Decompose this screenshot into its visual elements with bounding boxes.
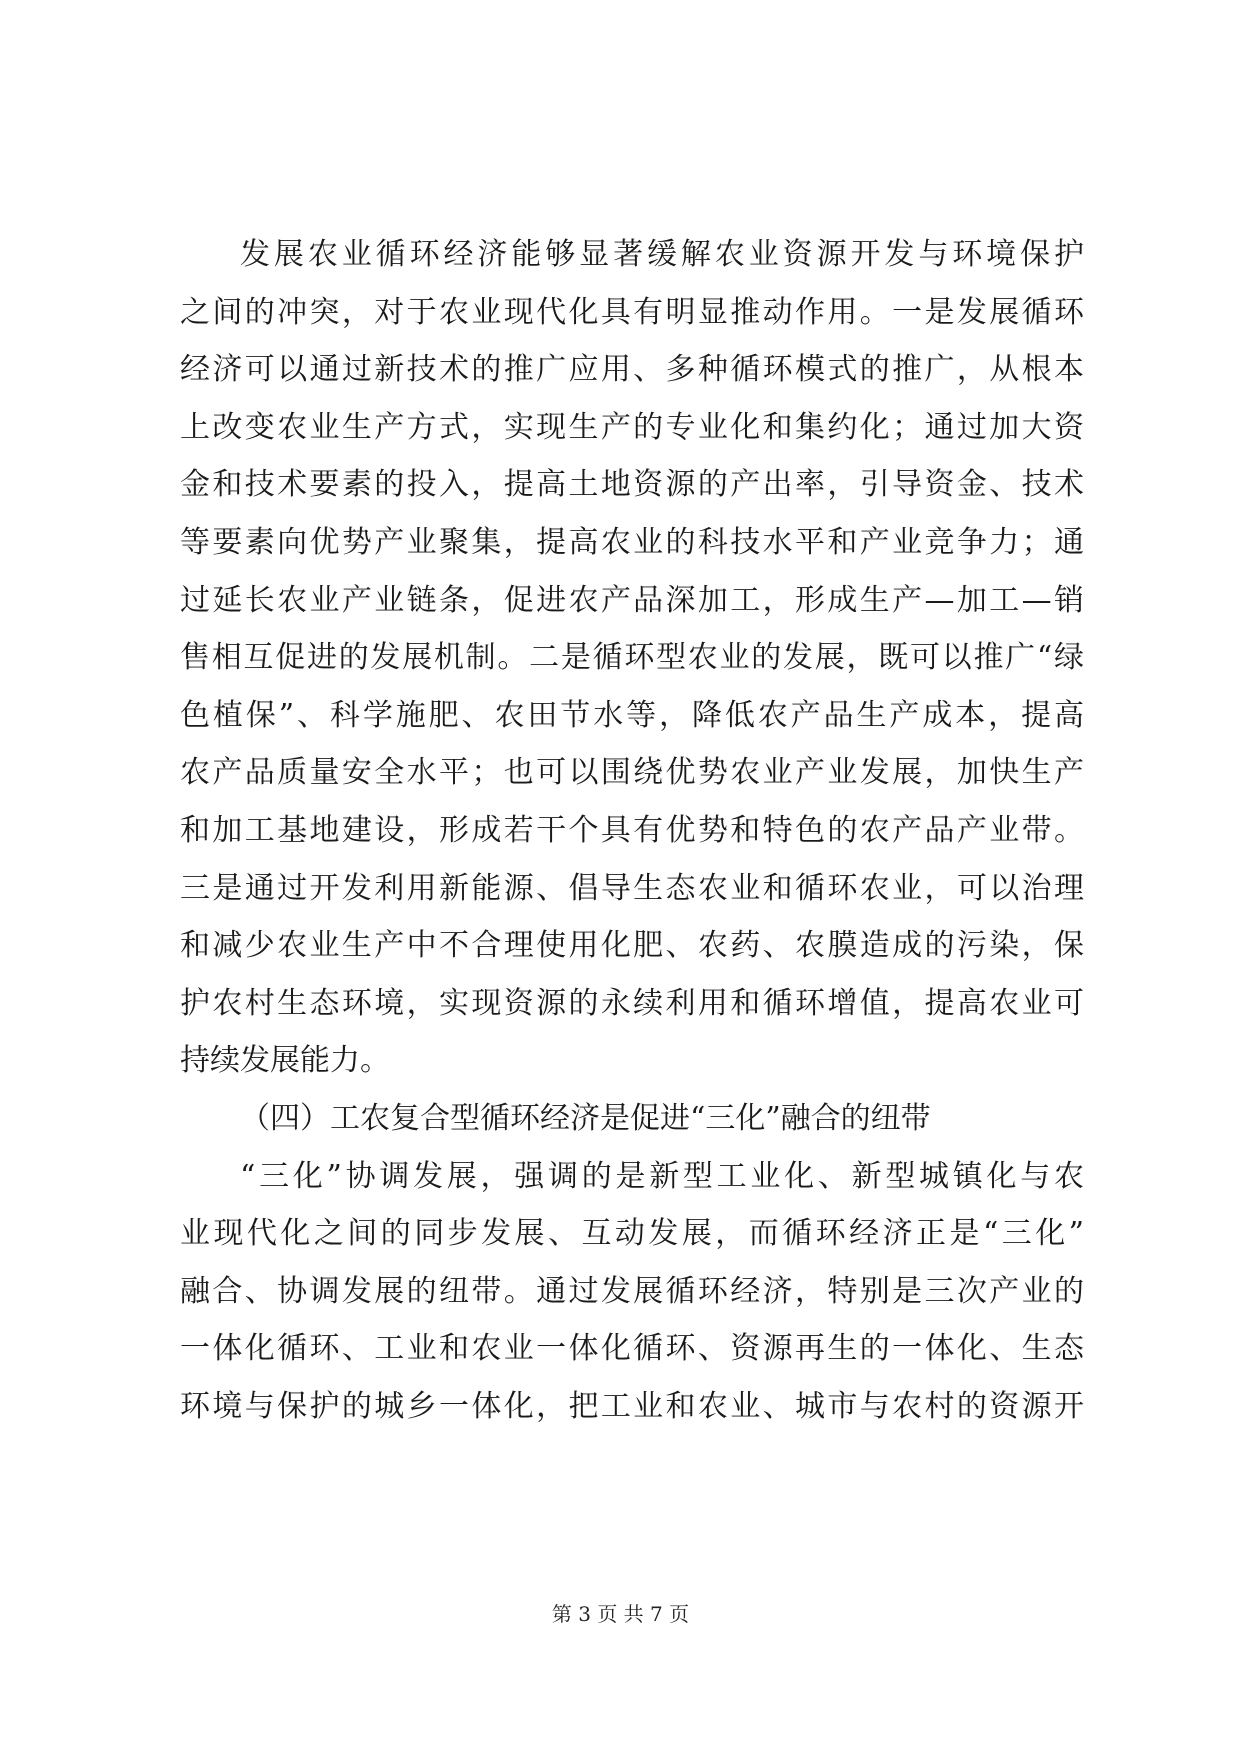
paragraph-line: 色植保”、科学施肥、农田节水等，降低农产品生产成本，提高 [180, 697, 1084, 733]
paragraph-line: 售相互促进的发展机制。二是循环型农业的发展，既可以推广“绿 [180, 640, 1084, 676]
paragraph-line: 和减少农业生产中不合理使用化肥、农药、农膜造成的污染，保 [180, 928, 1084, 964]
section-heading: （四）工农复合型循环经济是促进“三化”融合的纽带 [240, 1100, 931, 1136]
paragraph-line: 发展农业循环经济能够显著缓解农业资源开发与环境保护 [240, 237, 1084, 272]
paragraph-line: 上改变农业生产方式，实现生产的专业化和集约化；通过加大资 [180, 409, 1084, 445]
paragraph-line: 之间的冲突，对于农业现代化具有明显推动作用。一是发展循环 [180, 294, 1084, 330]
paragraph-line: 一体化循环、工业和农业一体化循环、资源再生的一体化、生态 [180, 1331, 1084, 1367]
paragraph-line: “三化”协调发展，强调的是新型工业化、新型城镇化与农 [240, 1158, 1084, 1194]
paragraph-line: 融合、协调发展的纽带。通过发展循环经济，特别是三次产业的 [180, 1273, 1084, 1309]
paragraph-line: 护农村生态环境，实现资源的永续利用和循环增值，提高农业可 [180, 985, 1084, 1021]
paragraph-line: 经济可以通过新技术的推广应用、多种循环模式的推广，从根本 [180, 352, 1084, 388]
paragraph-line: 三是通过开发利用新能源、倡导生态农业和循环农业，可以治理 [180, 870, 1084, 906]
paragraph-line: 环境与保护的城乡一体化，把工业和农业、城市与农村的资源开 [180, 1388, 1084, 1424]
paragraph-line: 持续发展能力。 [180, 1043, 390, 1079]
paragraph-line: 过延长农业产业链条，促进农产品深加工，形成生产—加工—销 [180, 582, 1084, 618]
body-text [180, 226, 1084, 1435]
paragraph-line: 等要素向优势产业聚集，提高农业的科技水平和产业竞争力；通 [180, 524, 1084, 560]
paragraph-line: 金和技术要素的投入，提高土地资源的产出率，引导资金、技术 [180, 467, 1084, 503]
paragraph-line: 农产品质量安全水平；也可以围绕优势农业产业发展，加快生产 [180, 755, 1084, 791]
page-number-footer: 第 3 页 共 7 页 [551, 1602, 690, 1626]
paragraph-line: 和加工基地建设，形成若干个具有优势和特色的农产品产业带。 [180, 812, 1084, 848]
paragraph-line: 业现代化之间的同步发展、互动发展，而循环经济正是“三化” [180, 1216, 1084, 1252]
